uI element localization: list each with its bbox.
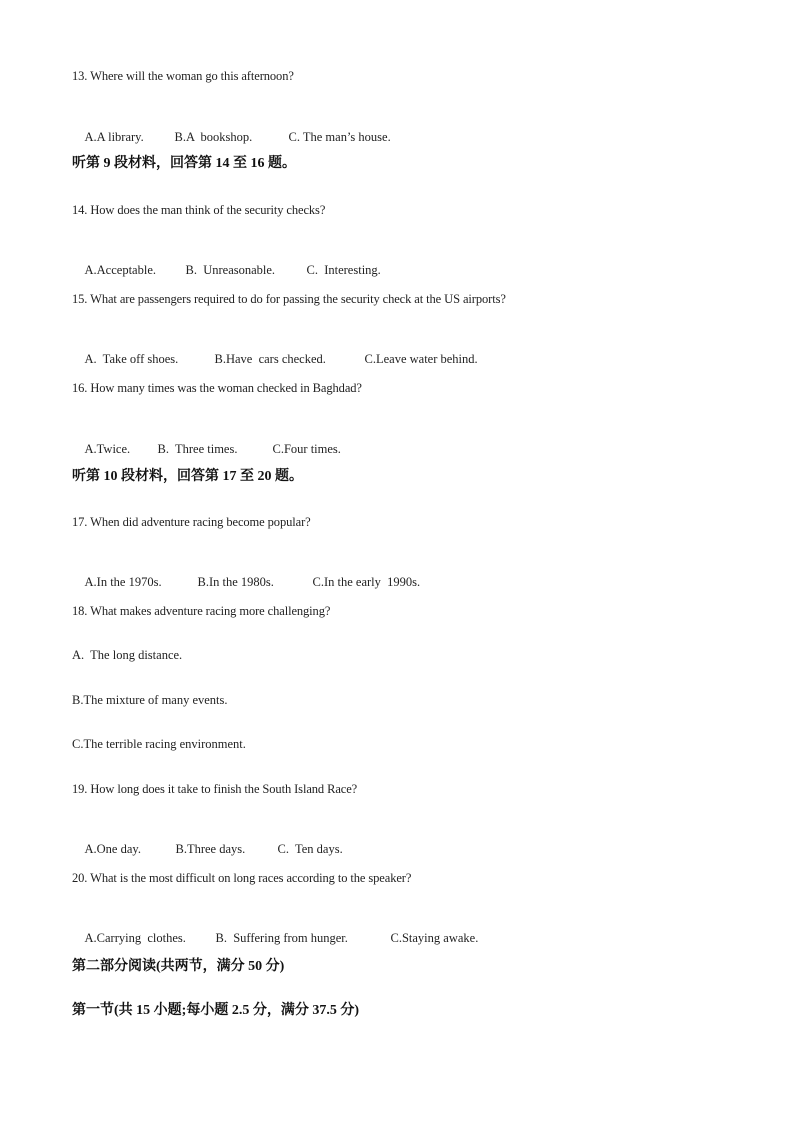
question-15: 15. What are passengers required to do for passing the security check at the US airports? [72,292,506,306]
option-20-c: C.Staying awake. [390,931,479,945]
section-1-heading: 第一节(共 15 小题;每小题 2.5 分，满分 37.5 分) [72,1003,359,1018]
options-13 [72,113,391,161]
option-13-a: A.A library. [84,130,144,144]
option-16-a: A.Twice. [84,442,131,456]
option-19-c: C. Ten days. [277,842,343,856]
question-14: 14. How does the man think of the security checks? [72,203,326,217]
option-14-a: A.Acceptable. [84,263,156,277]
options-15 [72,335,478,383]
question-16: 16. How many times was the woman checked in Baghdad? [72,381,362,395]
option-15-c: C.Leave water behind. [364,352,478,366]
question-18: 18. What makes adventure racing more challenging? [72,604,331,618]
option-15-a: A. Take off shoes. [84,352,179,366]
question-20: 20. What is the most difficult on long races according to the speaker? [72,871,412,885]
option-16-b: B. Three times. [157,442,238,456]
part-2-heading: 第二部分阅读(共两节，满分 50 分) [72,959,285,974]
section-10-heading: 听第 10 段材料，回答第 17 至 20 题。 [72,469,303,484]
option-18-b: B.The mixture of many events. [72,693,228,707]
option-13-c: C. The man’s house. [288,130,391,144]
option-20-b: B. Suffering from hunger. [215,931,348,945]
option-19-b: B.Three days. [175,842,246,856]
option-20-a: A.Carrying clothes. [84,931,186,945]
option-18-a: A. The long distance. [72,648,183,662]
options-14 [72,246,381,294]
options-19 [72,825,343,873]
option-17-c: C.In the early 1990s. [312,575,421,589]
option-14-b: B. Unreasonable. [185,263,276,277]
options-20 [72,914,478,962]
option-17-a: A.In the 1970s. [84,575,162,589]
section-9-heading: 听第 9 段材料，回答第 14 至 16 题。 [72,156,296,171]
options-17 [72,558,420,606]
question-13: 13. Where will the woman go this afternoon? [72,69,294,83]
option-16-c: C.Four times. [272,442,341,456]
question-19: 19. How long does it take to finish the South Island Race? [72,782,358,796]
option-18-c: C.The terrible racing environment. [72,737,246,751]
option-14-c: C. Interesting. [306,263,381,277]
option-13-b: B.A bookshop. [174,130,253,144]
option-15-b: B.Have cars checked. [214,352,326,366]
option-19-a: A.One day. [84,842,141,856]
options-16 [72,425,341,473]
option-17-b: B.In the 1980s. [197,575,274,589]
question-17: 17. When did adventure racing become popular? [72,515,311,529]
